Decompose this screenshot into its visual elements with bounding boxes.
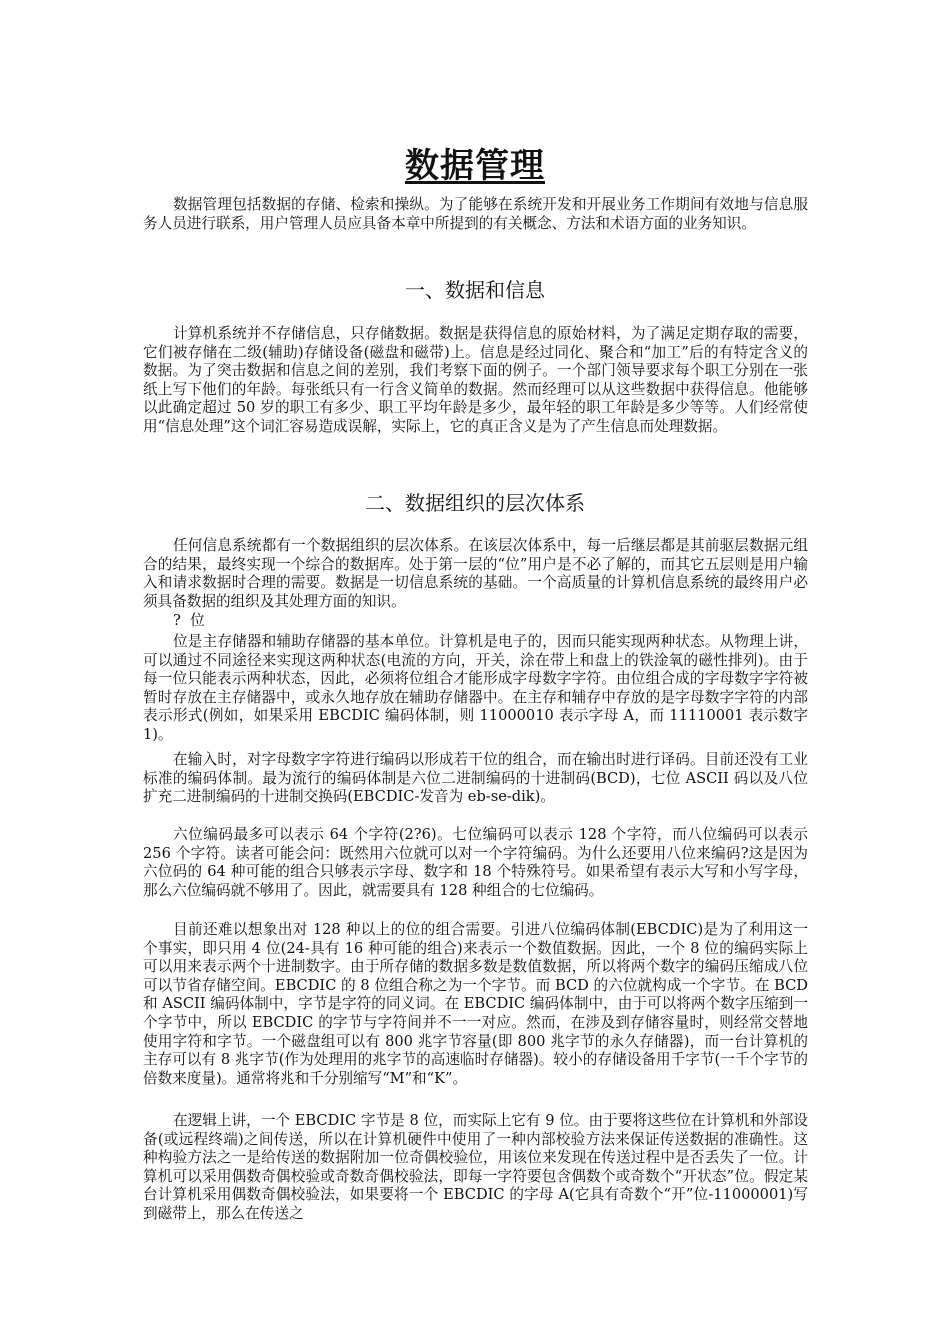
section2-paragraph-5: 目前还难以想象出对 128 种以上的位的组合需要。引进八位编码体制(EBCDIC)是为了利用这一个事实，即只用 4 位(24-具有 16 种可能的组合)来表示一个数值数据。因此，一个 8 位的编码实际上可以用来表示两个十进制数字。由于所存储的数据多数是数值数据，所以将两个数字的编码压缩成八位可以节省存储空间。EBCDIC 的 8 位组合称之为一个字节。而 BCD 的六位就构成一个字节。在 BCD 和 ASCII 编码体制中，字节是字符的同义词。在 EBCDIC 编码体制中，由于可以将两个数字压缩到一个字节中，所以 EBCDIC 的字节与字符间并不一一对应。然而，在涉及到存储容量时，则经常交替地使用字符和字节。一个磁盘组可以有 800 兆字节容量(即 800 兆字节的永久存储器)，而一台计算机的主存可以有 8 兆字节(作为处理用的兆字节的高速临时存储器)。较小的存储设备用千字节(一千个字节的倍数来度量)。通常将兆和千分别缩写“M”和“K”。 <box>143 921 808 1087</box>
intro-paragraph: 数据管理包括数据的存储、检索和操纵。为了能够在系统开发和开展业务工作期间有效地与信息服务人员进行联系，用户管理人员应具备本章中所提到的有关概念、方法和术语方面的业务知识。 <box>143 196 808 232</box>
section1-paragraph: 计算机系统并不存储信息，只存储数据。数据是获得信息的原始材料，为了满足定期存取的需要，它们被存储在二级(辅助)存储设备(磁盘和磁带)上。信息是经过同化、聚合和“加工”后的有特定含义的数据。为了突击数据和信息之间的差别，我们考察下面的例子。一个部门领导要求每个职工分别在一张纸上写下他们的年龄。每张纸只有一行含义简单的数据。然而经理可以从这些数据中获得信息。他能够以此确定超过 50 岁的职工有多少、职工平均年龄是多少，最年轻的职工年龄是多少等等。人们经常使用“信息处理”这个词汇容易造成误解，实际上，它的真正含义是为了产生信息而处理数据。 <box>143 325 808 435</box>
section2-paragraph-1: 任何信息系统都有一个数据组织的层次体系。在该层次体系中，每一后继层都是其前驱层数据元组合的结果，最终实现一个综合的数据库。处于第一层的“位”用户是不必了解的，而其它五层则是用户输入和请求数据时合理的需要。数据是一切信息系统的基础。一个高质量的计算机信息系统的最终用户必须具备数据的组织及其处理方面的知识。 <box>143 537 808 610</box>
section1-heading: 一、数据和信息 <box>405 278 545 302</box>
document-title: 数据管理 <box>405 146 545 186</box>
bullet-bit: ? 位 <box>173 612 205 629</box>
section2-paragraph-3: 在输入时，对字母数字字符进行编码以形成若干位的组合，而在输出时进行译码。目前还没有工业标准的编码体制。最为流行的编码体制是六位二进制编码的十进制码(BCD)，七位 ASCII 码以及八位扩充二进制编码的十进制交换码(EBCDIC-发音为 eb-se-dik)。 <box>143 751 808 806</box>
section2-paragraph-6: 在逻辑上讲，一个 EBCDIC 字节是 8 位，而实际上它有 9 位。由于要将这些位在计算机和外部设备(或远程终端)之间传送，所以在计算机硬件中使用了一种内部校验方法来保证传送数据的准确性。这种构验方法之一是给传送的数据附加一位奇偶校验位，用该位来发现在传送过程中是否丢失了一位。计算机可以采用偶数奇偶校验或奇数奇偶校验法，即每一字符要包含偶数个或奇数个“开状态”位。假定某台计算机采用偶数奇偶校验法，如果要将一个 EBCDIC 的字母 A(它具有奇数个“开”位-11000001)写到磁带上，那么在传送之 <box>143 1112 808 1222</box>
section2-paragraph-4: 六位编码最多可以表示 64 个字符(2?6)。七位编码可以表示 128 个字符，而八位编码可以表示 256 个字符。读者可能会问：既然用六位就可以对一个字符编码。为什么还要用八位来编码?这是因为六位码的 64 种可能的组合只够表示字母、数字和 18 个特殊符号。如果希望有表示大写和小写字母，那么六位编码就不够用了。因此，就需要具有 128 种组合的七位编码。 <box>143 826 808 899</box>
section2-heading: 二、数据组织的层次体系 <box>365 491 585 515</box>
section2-paragraph-2: 位是主存储器和辅助存储器的基本单位。计算机是电子的，因而只能实现两种状态。从物理上讲，可以通过不同途径来实现这两种状态(电流的方向，开关，涂在带上和盘上的铁淦氧的磁性排列)。由于每一位只能表示两种状态，因此，必须将位组合才能形成字母数字字符。由位组合成的字母数字字符被暂时存放在主存储器中，或永久地存放在辅助存储器中。在主存和辅存中存放的是字母数字字符的内部表示形式(例如，如果采用 EBCDIC 编码体制，则 11000010 表示字母 A，而 11110001 表示数字 1)。 <box>143 633 808 743</box>
